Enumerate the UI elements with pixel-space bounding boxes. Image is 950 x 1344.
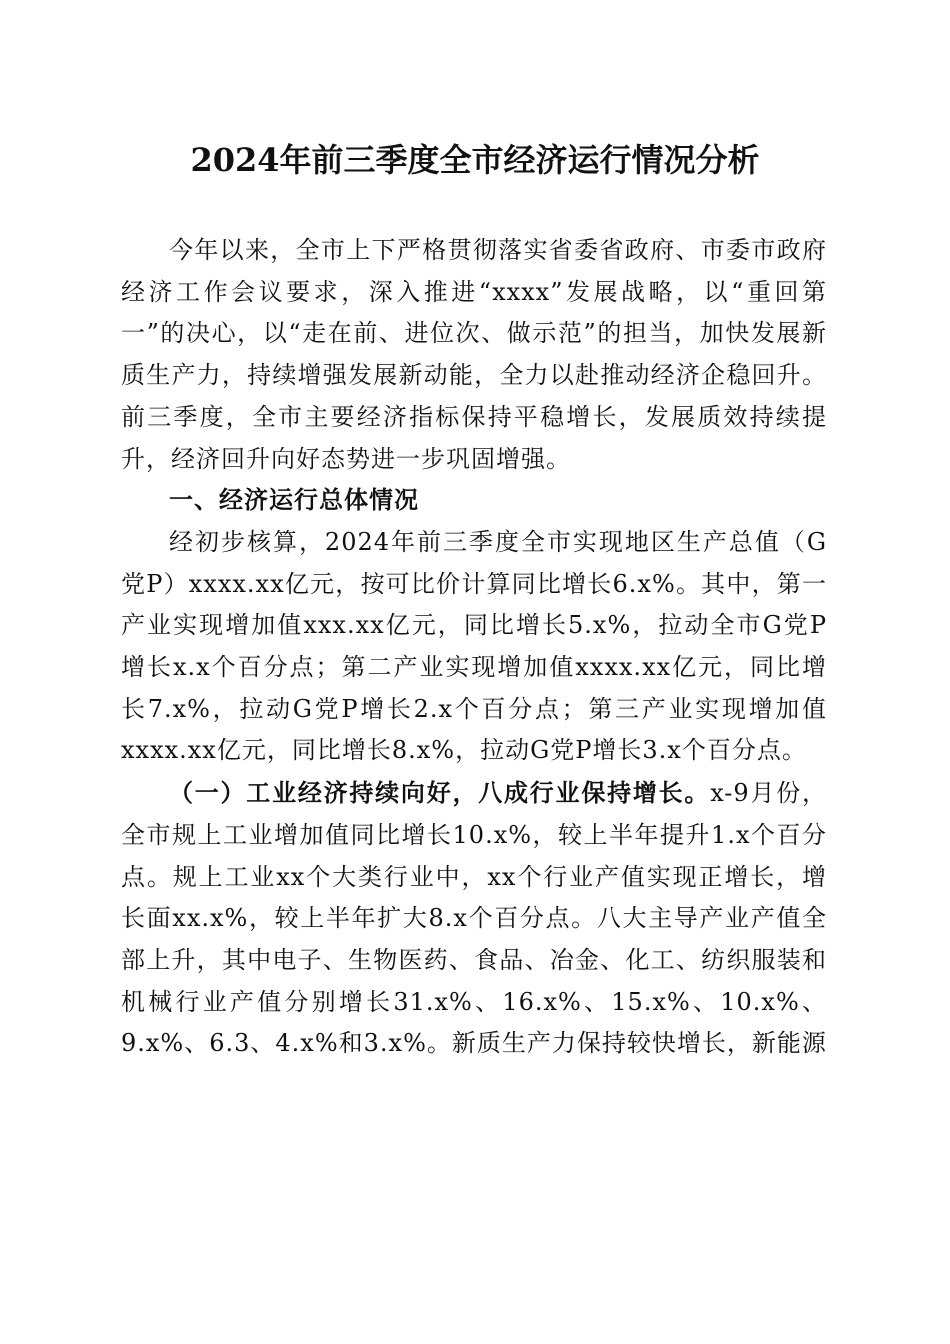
intro-paragraph: 今年以来，全市上下严格贯彻落实省委省政府、市委市政府经济工作会议要求，深入推进“xxxx”发展战略，以“重回第一”的决心，以“走在前、进位次、做示范”的担当，加快发展新质生产力，持续增强发展新动能，全力以赴推动经济企稳回升。前三季度，全市主要经济指标保持平稳增长，发展质效持续提升，经济回升向好态势进一步巩固增强。	[121, 236, 827, 473]
subsection-title-industry: （一）工业经济持续向好，八成行业保持增长。	[169, 778, 711, 808]
overview-paragraph: 经初步核算，2024年前三季度全市实现地区生产总值（G党P）xxxx.xx亿元，按可比价计算同比增长6.x%。其中，第一产业实现增加值xxx.xx亿元，同比增长5.x%，拉动全市G党P增长x.x个百分点；第二产业实现增加值xxxx.xx亿元，同比增长7.x%，拉动G党P增长2.x个百分点；第三产业实现增加值xxxx.xx亿元，同比增长8.x%，拉动G党P增长3.x个百分点。	[121, 527, 827, 765]
document-title: 2024年前三季度全市经济运行情况分析	[190, 141, 760, 179]
section-heading-overview: 一、经济运行总体情况	[169, 486, 419, 515]
industry-text: x-9月份，全市规上工业增加值同比增长10.x%，较上半年提升1.x个百分点。规上工业xx个大类行业中，xx个行业产值实现正增长，增长面xx.x%，较上半年扩大8.x个百分点。八大主导产业产值全部上升，其中电子、生物医药、食品、冶金、化工、纺织服装和机械行业产值分别增长31.x%、16.x%、15.x%、10.x%、9.x%、6.3、4.x%和3.x%。新质生产力保持较快增长，新能源	[121, 779, 827, 1058]
industry-paragraph	[121, 772, 827, 1065]
document-body	[121, 230, 827, 1065]
